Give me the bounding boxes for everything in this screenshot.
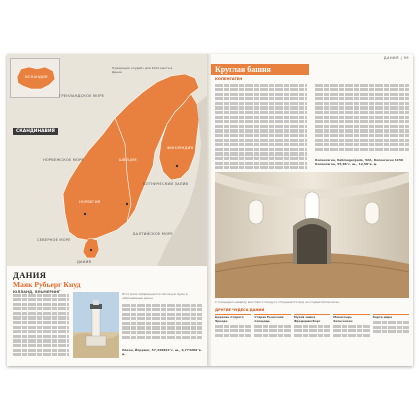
tower-interior-graphic bbox=[215, 172, 409, 298]
left-body-text-2 bbox=[122, 302, 202, 340]
other-wonders-title: ДРУГИЕ ЧУДЕСА ДАНИИ bbox=[215, 308, 265, 312]
sight-city: КОПЕНГАГЕН bbox=[215, 77, 243, 81]
other-wonder-item: Старая Рыночная площадь bbox=[254, 314, 290, 338]
sight-title-right: Круглая башня bbox=[215, 65, 271, 74]
left-heading bbox=[13, 270, 123, 294]
gulf-bothnia-label: БОТНИЧЕСКИЙ ЗАЛИВ bbox=[143, 182, 189, 186]
tower-address: Копенгаген, Købmagergade, 52A, Копенгаген 1150 Копенгаген, 55,68°с. ш., 12,58°в. д. bbox=[315, 158, 404, 166]
norwegian-sea-label: НОРВЕЖСКОЕ МОРЕ bbox=[43, 158, 84, 162]
sweden-label: ШВЕЦИЯ bbox=[119, 158, 137, 162]
country-title: ДАНИЯ bbox=[13, 270, 47, 280]
lighthouse-photo bbox=[73, 292, 119, 358]
lighthouse-caption: Этот маяк превращается песчаную бурю в заброшенные дюны. bbox=[122, 292, 188, 300]
left-body-text bbox=[13, 292, 69, 358]
right-body-col2 bbox=[315, 82, 409, 152]
sight-title: Маяк Рубьерг Кнуд bbox=[13, 280, 81, 289]
finland-label: ФИНЛЯНДИЯ bbox=[167, 146, 194, 150]
iceland-label: ИСЛАНДИЯ bbox=[25, 75, 48, 79]
map-legend: Нумерация «Судеб» для 1001 места в Дании bbox=[112, 66, 173, 74]
norway-label: НОРВЕГИЯ bbox=[79, 200, 101, 204]
iceland-inset bbox=[10, 58, 60, 98]
round-tower-photo bbox=[215, 172, 409, 298]
right-page bbox=[211, 54, 413, 366]
left-page bbox=[7, 54, 209, 366]
other-wonder-item: Церковь Старого Эрнеде bbox=[215, 314, 251, 338]
lighthouse-graphic bbox=[73, 292, 119, 358]
sight-region: ЮЛЛАНД, ЯЛЬМЕРИНГ bbox=[13, 290, 61, 294]
region-badge: СКАНДИНАВИЯ bbox=[13, 128, 58, 135]
scandinavia-map bbox=[7, 54, 209, 266]
other-wonders-list bbox=[215, 314, 409, 338]
lighthouse-address: Лёкен, Йорринг, 57,449822°с. ш., 9,774289°в. д. bbox=[122, 348, 202, 356]
other-wonder-item: Карта мира bbox=[373, 314, 409, 338]
baltic-sea-label: БАЛТИЙСКОЕ МОРЕ bbox=[133, 232, 173, 236]
other-wonder-item: Монастырь Хельгеосен bbox=[333, 314, 369, 338]
other-wonder-item: Музей замка Фредериксборг bbox=[294, 314, 330, 338]
north-sea-label: СЕВЕРНОЕ МОРЕ bbox=[37, 238, 71, 242]
right-body-col1 bbox=[215, 82, 307, 171]
denmark-label: ДАНИЯ bbox=[77, 260, 92, 264]
photo-caption: С площадки наверху винтового пандуса открывается вид на старый Копенгаген bbox=[215, 300, 340, 304]
greenland-sea-label: ГРЕНЛАНДСКОЕ МОРЕ bbox=[59, 94, 105, 98]
page-header: ДАНИЯ | 99 bbox=[383, 56, 409, 60]
book-spread bbox=[7, 54, 413, 366]
